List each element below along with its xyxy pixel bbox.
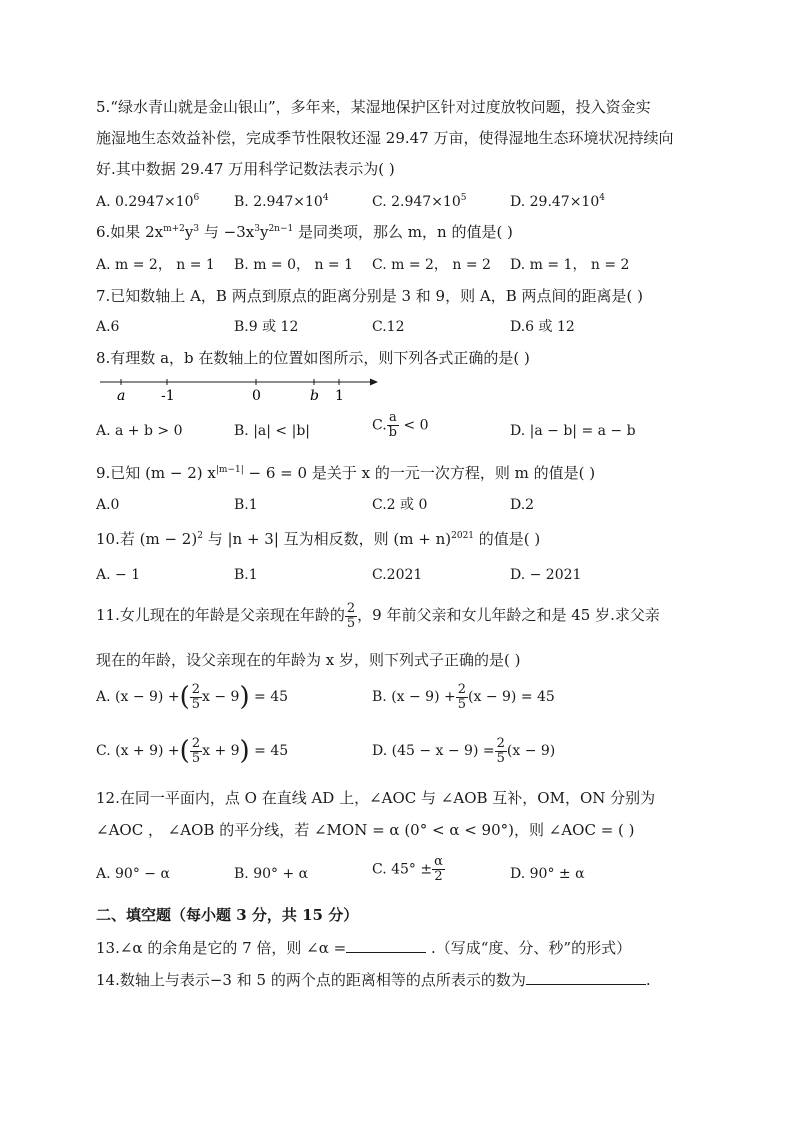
q12-option-a[interactable]: A. 90° − α	[96, 866, 170, 882]
q11-option-b[interactable]: B. (x − 9) + $\frac{2}{5}$ (x − 9) = 45	[372, 681, 555, 712]
q5-line-2: 施湿地生态效益补偿，完成季节性限牧还湿 29.47 万亩，使得湿地生态环境状况持续向	[96, 129, 674, 147]
q7-option-c[interactable]: C.12	[372, 319, 405, 335]
q7-stem: 7.已知数轴上 A，B 两点到原点的距离分别是 3 和 9，则 A，B 两点间的距离是( )	[96, 287, 643, 305]
q8-option-d[interactable]: D. |a − b| = a − b	[510, 423, 636, 439]
q10-option-d[interactable]: D. − 2021	[510, 567, 582, 583]
q13-stem: 13.∠α 的余角是它的 7 倍，则 ∠α = .（写成“度、分、秒”的形式）	[96, 939, 632, 957]
q14-stem: 14.数轴上与表示−3 和 5 的两个点的距离相等的点所表示的数为 .	[96, 971, 651, 989]
q11-option-a[interactable]: A. (x − 9) +( $\frac{2}{5}$ x − 9) = 45	[96, 681, 289, 712]
label-a: a	[117, 388, 126, 404]
label-zero: 0	[252, 388, 261, 404]
q5-option-d[interactable]: D. $29.47\times 10^4$	[510, 193, 605, 210]
q11-option-c[interactable]: C. (x + 9) +( $\frac{2}{5}$ x + 9) = 45	[96, 735, 289, 766]
q5-line-3: 好.其中数据 29.47 万用科学记数法表示为( )	[96, 160, 395, 178]
label-minus-one: -1	[161, 388, 175, 404]
q7-option-a[interactable]: A.6	[96, 319, 120, 335]
q7-option-b[interactable]: B.9 或 12	[234, 319, 299, 335]
q6-option-a[interactable]: A. m = 2， n = 1	[96, 257, 215, 273]
q12-option-c[interactable]: C. 45° ± $\frac{\alpha}{2}$	[372, 854, 443, 884]
q10-option-c[interactable]: C.2021	[372, 567, 423, 583]
q8-option-a[interactable]: A. a + b > 0	[96, 423, 183, 439]
number-line-diagram	[96, 372, 386, 404]
q9-option-c[interactable]: C.2 或 0	[372, 497, 428, 513]
q11-fraction: $\frac{2}{5}$	[346, 600, 356, 631]
q8-option-c[interactable]: C. $\frac{a}{b}$ < 0	[372, 410, 429, 440]
q9-option-d[interactable]: D.2	[510, 497, 535, 513]
q8-stem: 8.有理数 a，b 在数轴上的位置如图所示，则下列各式正确的是( )	[96, 349, 530, 367]
q12-option-b[interactable]: B. 90° + α	[234, 866, 309, 882]
section-2-title: 二、填空题（每小题 3 分，共 15 分）	[96, 906, 359, 924]
q9-option-b[interactable]: B.1	[234, 497, 258, 513]
q10-option-b[interactable]: B.1	[234, 567, 258, 583]
q8-option-c-fraction: $\frac{a}{b}$	[388, 410, 397, 440]
label-b: b	[310, 388, 319, 404]
q14-answer-blank[interactable]	[526, 970, 646, 985]
q6-option-c[interactable]: C. m = 2， n = 2	[372, 257, 491, 273]
q5-option-a[interactable]: A. $0.2947\times 10^6$	[96, 193, 200, 210]
q7-option-d[interactable]: D.6 或 12	[510, 319, 575, 335]
q12-line-2: ∠AOC ， ∠AOB 的平分线，若 ∠MON = α (0° < α < 90°)，则 ∠AOC = ( )	[96, 821, 635, 839]
label-one: 1	[335, 388, 344, 404]
q11-stem-line-2: 现在的年龄，设父亲现在的年龄为 x 岁，则下列式子正确的是( )	[96, 651, 521, 669]
q6-stem: 6.如果 $2x^{m+2}y^3$ 与 $-3x^3y^{2n-1}$ 是同类项，那么 m，n 的值是( )	[96, 223, 513, 241]
q5-line-1: 5.“绿水青山就是金山银山”，多年来，某湿地保护区针对过度放牧问题，投入资金实	[96, 98, 651, 116]
q9-option-a[interactable]: A.0	[96, 497, 120, 513]
q12-line-1: 12.在同一平面内，点 O 在直线 AD 上，∠AOC 与 ∠AOB 互补，OM，ON 分别为	[96, 789, 656, 807]
number-line-arrow	[370, 379, 378, 386]
q8-option-b[interactable]: B. |a| < |b|	[234, 423, 310, 439]
q6-option-d[interactable]: D. m = 1， n = 2	[510, 257, 630, 273]
q5-option-b[interactable]: B. $2.947\times 10^4$	[234, 193, 329, 210]
q9-stem: 9.已知 (m − 2) $x^{|m-1|} - 6 = 0$ 是关于 x 的一元一次方程，则 m 的值是( )	[96, 464, 596, 482]
q10-stem: 10.若 $(m - 2)^2$ 与 |n + 3| 互为相反数，则 $(m + n)^{2021}$ 的值是( )	[96, 530, 541, 548]
q12-option-d[interactable]: D. 90° ± α	[510, 866, 585, 882]
q13-answer-blank[interactable]	[346, 938, 426, 953]
q6-option-b[interactable]: B. m = 0， n = 1	[234, 257, 354, 273]
q5-option-c[interactable]: C. $2.947\times 10^5$	[372, 193, 467, 210]
q11-stem-line-1: 11.女儿现在的年龄是父亲现在年龄的 $\frac{2}{5}$ ，9 年前父亲和女儿年龄之和是 45 岁.求父亲	[96, 600, 660, 631]
q10-option-a[interactable]: A. − 1	[96, 567, 141, 583]
q11-option-d[interactable]: D. (45 − x − 9) = $\frac{2}{5}$ (x − 9)	[372, 735, 556, 766]
q12-option-c-fraction: $\frac{\alpha}{2}$	[434, 854, 443, 884]
